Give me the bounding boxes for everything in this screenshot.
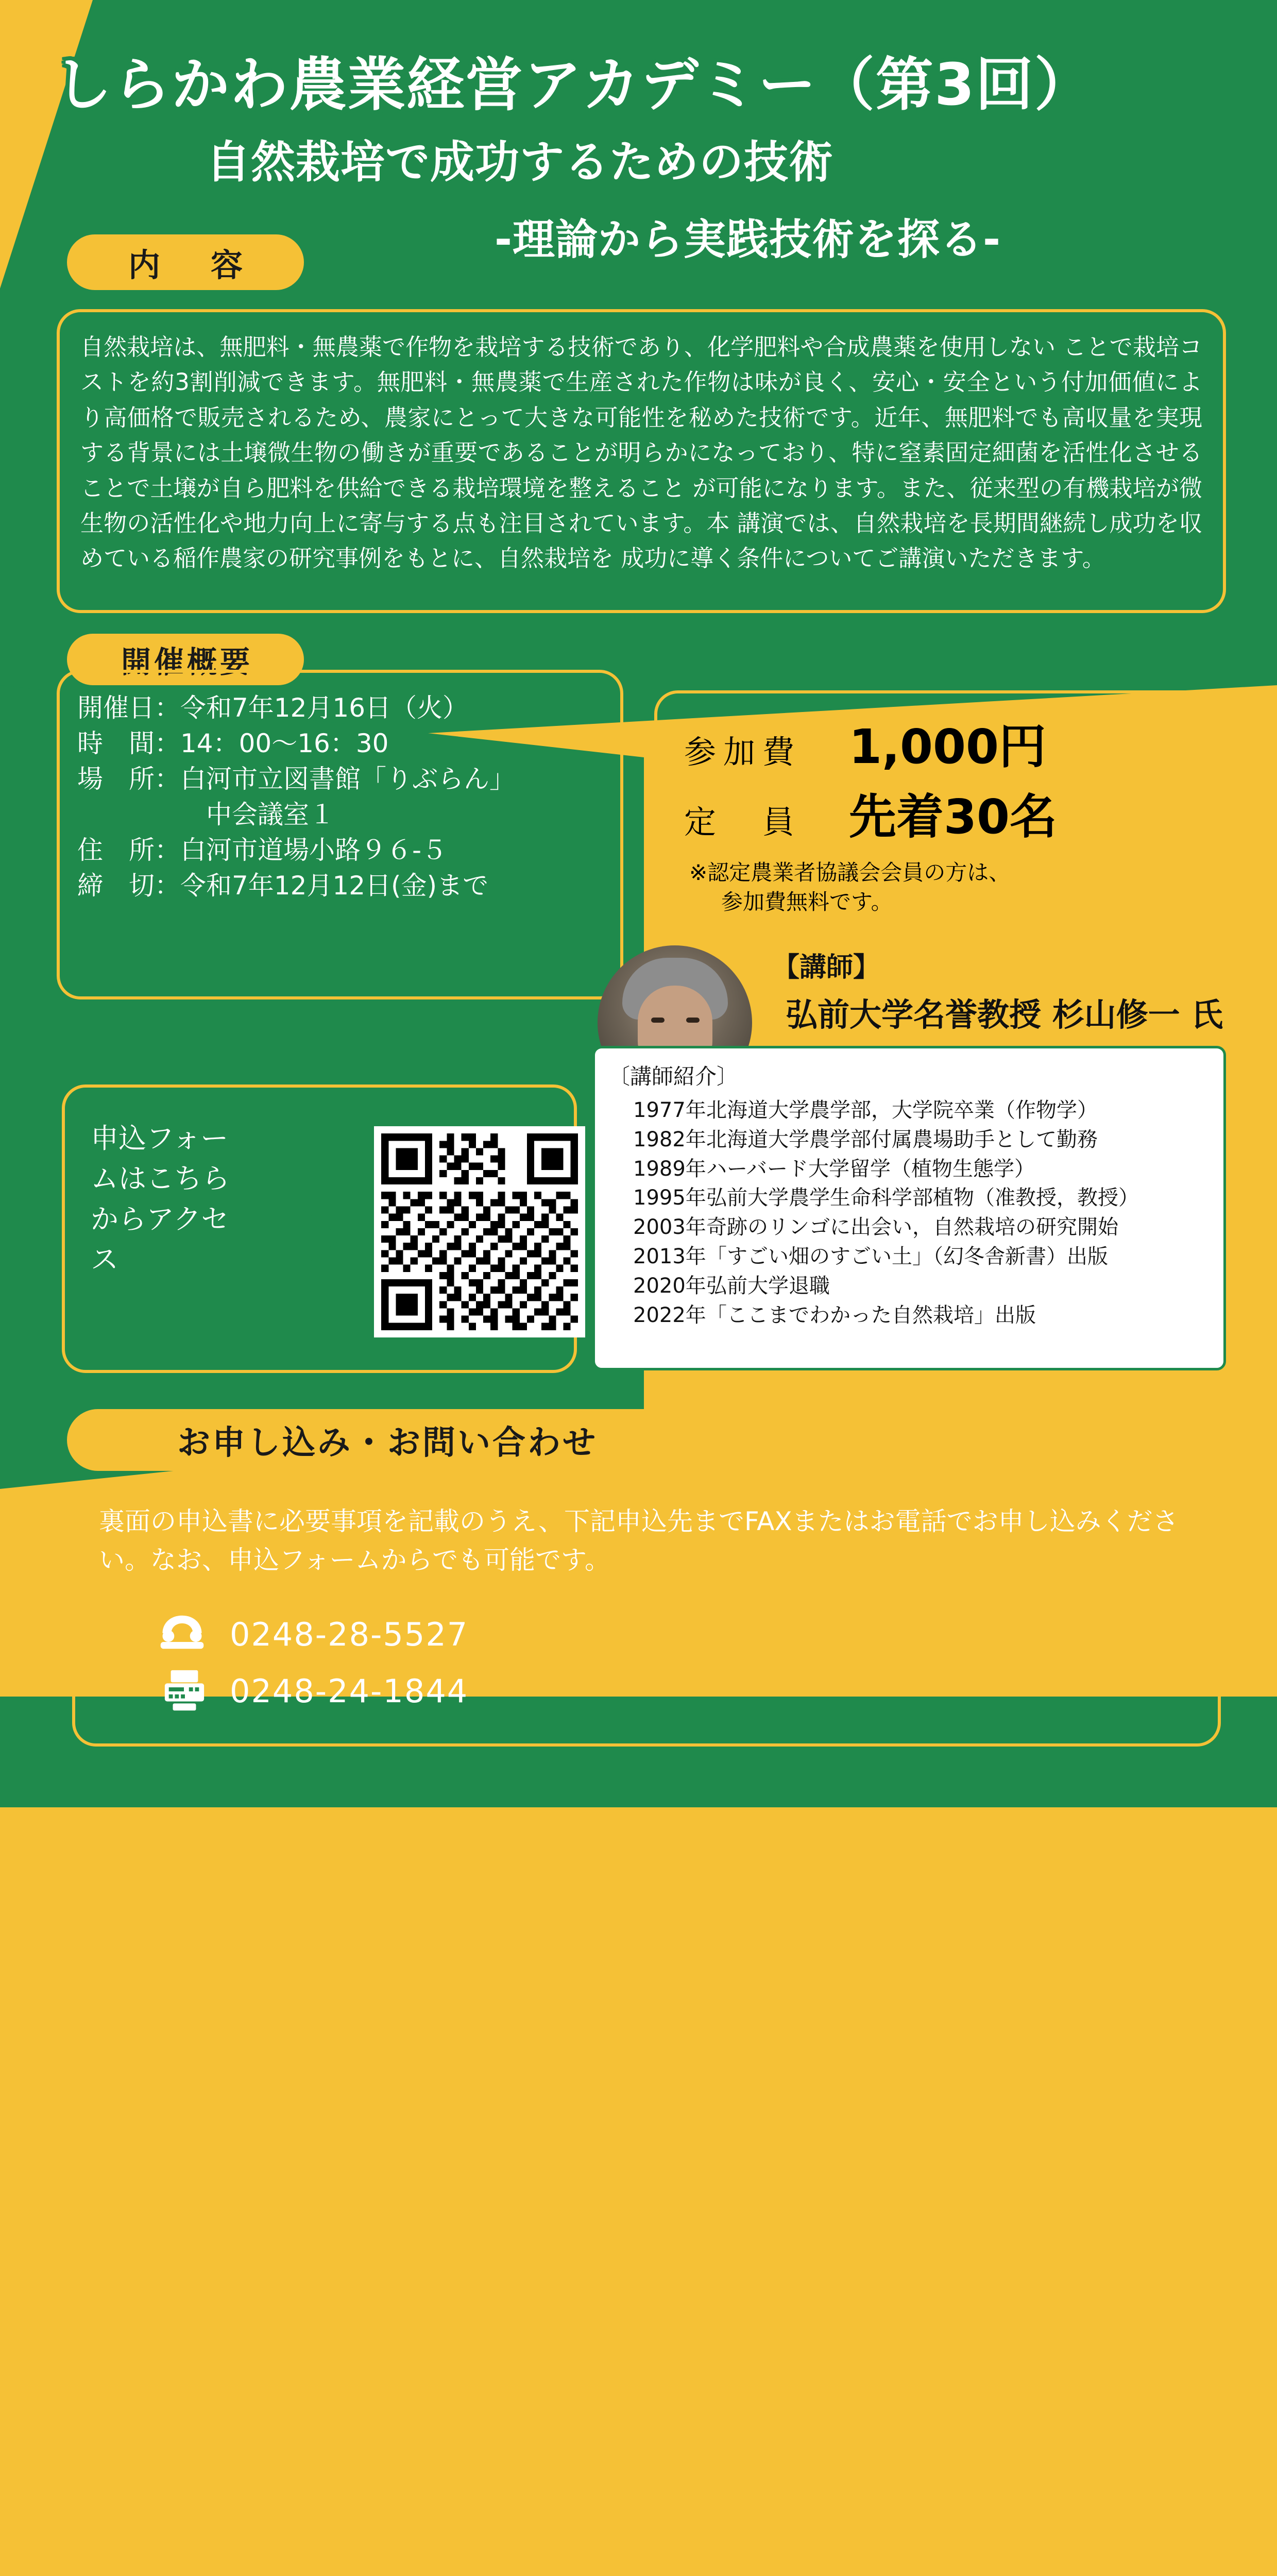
bio-year: 2022年 xyxy=(633,1303,706,1327)
gaiyou-line: 中会議室１ xyxy=(77,800,335,829)
gaiyou-line: 開催日：令和7年12月16日（火） xyxy=(77,693,469,723)
fee-label: 参加費 xyxy=(684,733,802,771)
bio-desc: 奇跡のリンゴに出会い，自然栽培の研究開始 xyxy=(706,1215,1118,1240)
bio-row xyxy=(608,1272,1210,1301)
fax-icon xyxy=(162,1668,207,1713)
page-subtitle-secondary: -理論から実践技術を探る- xyxy=(495,215,1001,264)
naiyou-box xyxy=(57,309,1226,613)
contact-instruction: 裏面の申込書に必要事項を記載のうえ、下記申込先までFAXまたはお電話でお申し込みください。なお、申込フォームからでも可能です。 xyxy=(99,1506,1179,1575)
bio-desc: 北海道大学農学部，大学院卒業（作物学） xyxy=(706,1098,1098,1122)
bio-row xyxy=(608,1125,1210,1155)
section-label-naiyou: 内 容 xyxy=(67,234,304,290)
page-title: しらかわ農業経営アカデミー（第3回） xyxy=(54,52,1093,118)
naiyou-text: 自然栽培は、無肥料・無農薬で作物を栽培する技術であり、化学肥料や合成農薬を使用しない ことで栽培コストを約3割削減できます。無肥料・無農薬で生産された作物は味が良く、安心・安全という付加価値により高価格で販売されるため、農家にとって大きな可能性を秘めた技術です。近年、無肥料でも高収量を実現する背景には土壌微生物の働きが重要であることが明らかになっており、特に窒素固定細菌を活性化させることで土壌が自ら肥料を供給できる栽培環境を整えること が可能になります。また、従来型の有機栽培が微生物の活性化や地力向上に寄与する点も注目されています。本 講演では、自然栽培を長期間継続し成功を収めている稲作農家の研究事例をもとに、自然栽培を 成功に導く条件についてご講演いただきます。 xyxy=(80,333,1202,572)
section-label-gaiyou: 開催概要 xyxy=(67,634,304,685)
application-form-box[interactable] xyxy=(62,1084,577,1373)
bio-desc: 弘前大学退職 xyxy=(706,1274,830,1298)
capacity-label: 定 員 xyxy=(684,803,802,841)
bio-desc: 弘前大学農学生命科学部植物（准教授，教授） xyxy=(706,1186,1139,1210)
phone-icon xyxy=(158,1612,207,1652)
bio-year: 2020年 xyxy=(633,1274,706,1298)
gaiyou-line: 時 間：14：00～16：30 xyxy=(77,728,389,758)
capacity-value: 先着30名 xyxy=(849,789,1058,844)
section-label-contact: お申し込み・お問い合わせ xyxy=(67,1409,706,1471)
qr-code-icon[interactable] xyxy=(374,1126,585,1337)
bio-year: 2013年 xyxy=(633,1244,706,1268)
fee-note-line1: ※認定農業者協議会会員の方は、 xyxy=(689,860,1011,885)
fee-row xyxy=(684,709,1205,777)
bio-row xyxy=(608,1301,1210,1330)
speaker-label: 【講師】 xyxy=(773,952,880,983)
bio-year: 2003年 xyxy=(633,1215,706,1240)
fee-note-line2: 参加費無料です。 xyxy=(721,889,893,914)
bio-heading: 〔講師紹介〕 xyxy=(608,1064,739,1089)
bio-year: 1977年 xyxy=(633,1098,706,1122)
page-subtitle: 自然栽培で成功するための技術 xyxy=(206,137,833,188)
bio-desc: 「すごい畑のすごい土」（幻冬舎新書）出版 xyxy=(706,1244,1108,1268)
contact-box xyxy=(72,1484,1221,1747)
avatar-eye-left xyxy=(651,1018,665,1023)
gaiyou-line: 場 所：白河市立図書館「りぶらん」 xyxy=(77,764,515,794)
bio-row xyxy=(608,1213,1210,1242)
speaker-name: 弘前大学名誉教授 杉山修一 氏 xyxy=(786,996,1223,1033)
bio-row xyxy=(608,1155,1210,1184)
gaiyou-line: 住 所：白河市道場小路９６-５ xyxy=(77,835,448,865)
fee-row xyxy=(684,779,1205,847)
bio-row xyxy=(608,1096,1210,1125)
bio-desc: ハーバード大学留学（植物生態学） xyxy=(706,1157,1035,1181)
contact-phone-number: 0248-28-5527 xyxy=(230,1616,469,1653)
gaiyou-box xyxy=(57,670,623,999)
fee-value: 1,000円 xyxy=(849,719,1047,774)
bio-year: 1989年 xyxy=(633,1157,706,1181)
bio-desc: 「ここまでわかった自然栽培」出版 xyxy=(706,1303,1036,1327)
bio-row xyxy=(608,1242,1210,1272)
fee-box xyxy=(654,690,1226,958)
bio-year: 1995年 xyxy=(633,1186,706,1210)
bio-year: 1982年 xyxy=(633,1127,706,1151)
gaiyou-line: 締 切：令和7年12月12日(金)まで xyxy=(77,871,489,901)
avatar-eye-right xyxy=(686,1018,700,1023)
bio-row xyxy=(608,1183,1210,1213)
form-instruction-text: 申込フォームはこちらからアクセス xyxy=(91,1122,230,1276)
contact-fax-number: 0248-24-1844 xyxy=(230,1672,469,1710)
speaker-bio-box xyxy=(592,1046,1226,1370)
bio-desc: 北海道大学農学部付属農場助手として勤務 xyxy=(706,1127,1098,1151)
arrow-right-icon xyxy=(256,1223,302,1255)
arrow-right-icon-head xyxy=(299,1207,343,1269)
qr-code[interactable] xyxy=(374,1126,585,1337)
